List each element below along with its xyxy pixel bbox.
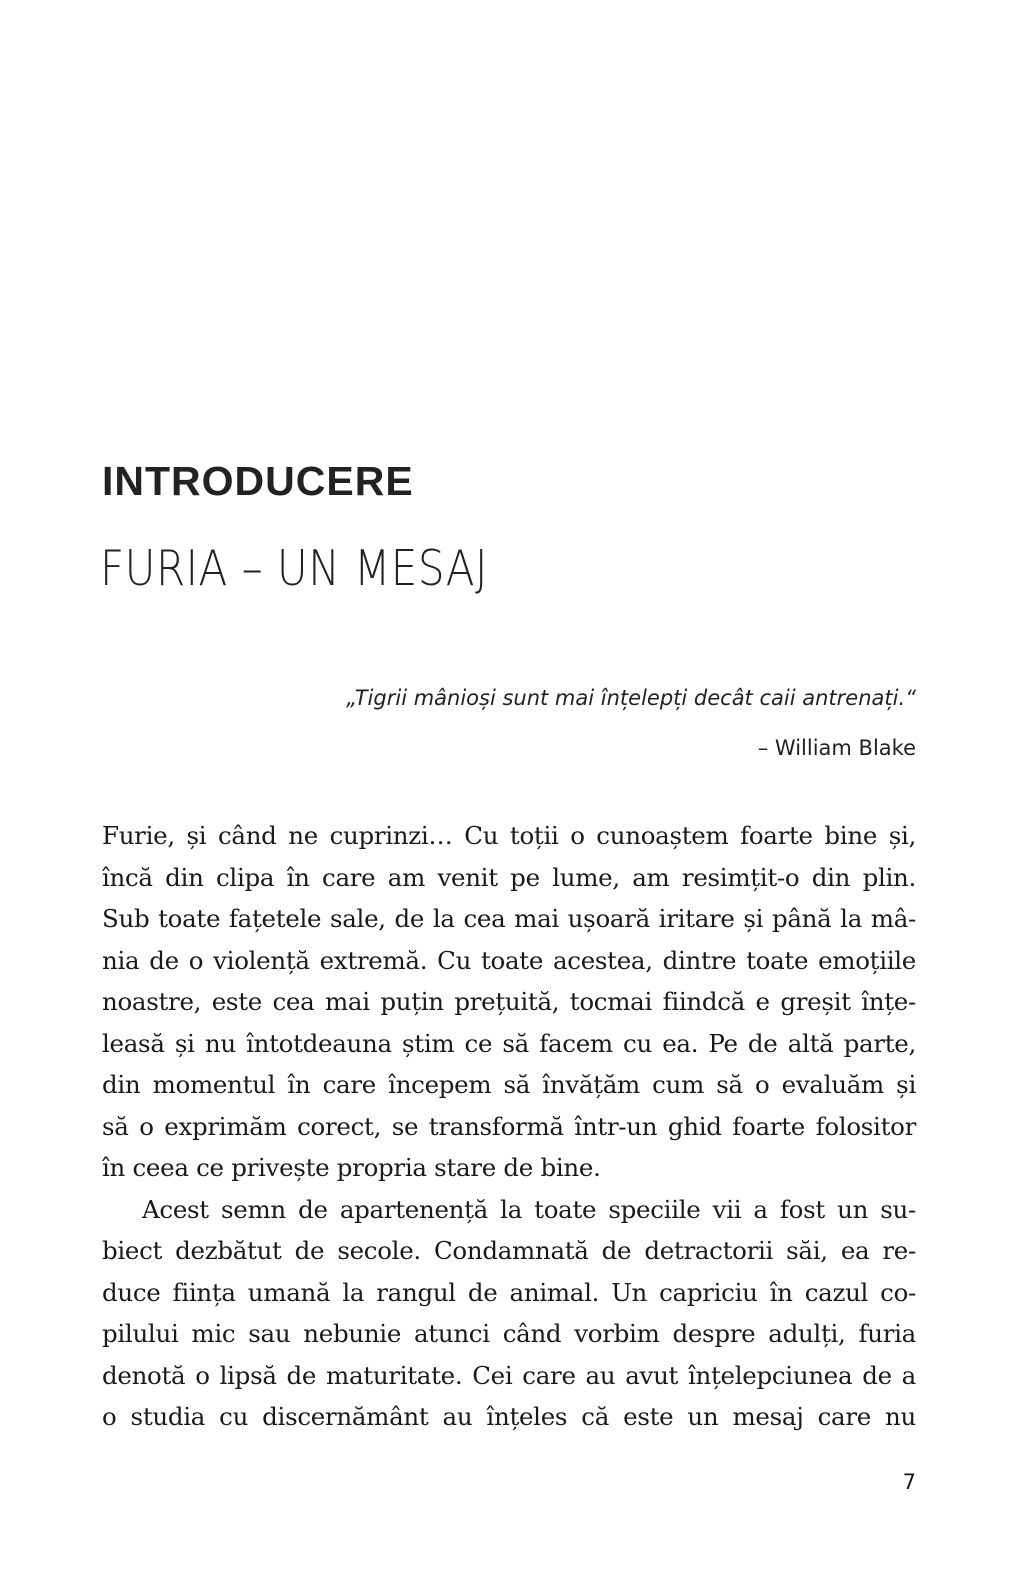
text-line: leasă și nu întotdeauna știm ce să facem cu ea. Pe de altă parte, [102,1028,916,1058]
page-number: 7 [902,1470,916,1494]
text-line: să o exprimăm corect, se transformă într-un ghid foarte folositor [102,1111,916,1141]
text-line: o studia cu discernământ au înțeles că este un mesaj care nu [102,1402,916,1431]
paragraph-1 [102,815,916,1189]
chapter-title: FURIA – UN MESAJ [100,540,488,597]
text-line: Sub toate fațetele sale, de la cea mai ușoară iritare și până la mâ- [102,904,916,933]
text-line: denotă o lipsă de maturitate. Cei care au avut înțelepciunea de a [102,1360,916,1390]
text-line: nia de o violență extremă. Cu toate acestea, dintre toate emoțiile [102,945,916,975]
text-line: noastre, este cea mai puțin prețuită, tocmai fiindcă e greșit înțe- [102,987,916,1016]
paragraph-2 [102,1189,916,1438]
body-text [102,815,916,1438]
epigraph-quote: „Tigrii mânioși sunt mai înțelepți decât caii antrenați.“ [346,686,916,710]
text-line: încă din clipa în care am venit pe lume, am resimțit-o din plin. [102,862,916,892]
text-line: Furie, și când ne cuprinzi… Cu toții o cunoaștem foarte bine și, [102,821,916,850]
text-line: din momentul în care începem să învățăm cum să o evaluăm și [102,1070,916,1099]
text-line: biect dezbătut de secole. Condamnată de detractorii săi, ea re- [102,1236,916,1265]
chapter-label: INTRODUCERE [102,458,414,504]
epigraph-author: – William Blake [757,736,916,760]
text-line: duce ființa umană la rangul de animal. Un capriciu în cazul co- [102,1277,916,1307]
text-line: în ceea ce privește propria stare de bine. [102,1153,601,1182]
text-line: Acest semn de apartenență la toate speciile vii a fost un su- [142,1194,916,1224]
text-line: pilului mic sau nebunie atunci când vorbim despre adulți, furia [102,1319,916,1348]
